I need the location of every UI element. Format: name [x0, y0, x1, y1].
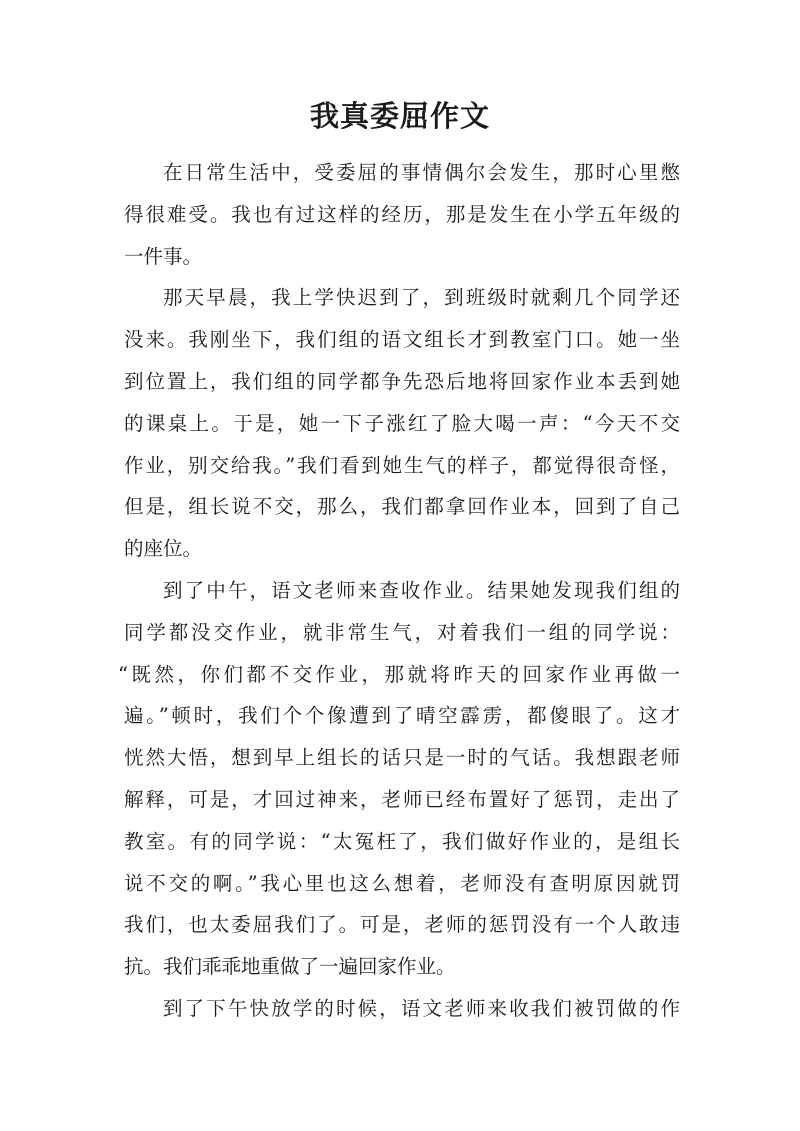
text-line: 作业，别交给我。”我们看到她生气的样子，都觉得很奇怪，: [124, 453, 680, 477]
text-line: 没来。我刚坐下，我们组的语文组长才到教室门口。她一坐: [124, 328, 680, 352]
text-line: 在日常生活中，受委屈的事情偶尔会发生，那时心里憋: [163, 161, 680, 184]
text-line: 遍。”顿时，我们个个像遭到了晴空霹雳，都傻眼了。这才: [124, 704, 680, 728]
text-line: 那天早晨，我上学快迟到了，到班级时就剩几个同学还: [163, 286, 680, 310]
text-line: 到位置上，我们组的同学都争先恐后地将回家作业本丢到她: [124, 369, 680, 393]
text-line: 的座位。: [124, 537, 203, 561]
text-line: “既然，你们都不交作业，那就将昨天的回家作业再做一: [118, 662, 680, 686]
text-line: 解释，可是，才回过神来，老师已经布置好了惩罚，走出了: [124, 787, 680, 811]
text-line: 到了下午快放学的时候，语文老师来收我们被罚做的作: [163, 996, 680, 1020]
paragraph-3: [118, 570, 680, 988]
text-line: 但是，组长说不交，那么，我们都拿回作业本，回到了自己: [124, 495, 680, 519]
text-line: 的课桌上。于是，她一下子涨红了脸大喝一声：“今天不交: [124, 411, 680, 435]
paragraph-2: [124, 277, 680, 570]
text-line: 说不交的啊。”我心里也这么想着，老师没有查明原因就罚: [124, 871, 680, 895]
text-line: 到了中午，语文老师来查收作业。结果她发现我们组的: [163, 578, 680, 602]
text-line: 恍然大悟，想到早上组长的话只是一时的气话。我想跟老师: [124, 746, 680, 770]
text-line: 同学都没交作业，就非常生气，对着我们一组的同学说：: [124, 620, 680, 644]
text-line: 抗。我们乖乖地重做了一遍回家作业。: [124, 955, 456, 979]
document-body: [118, 152, 680, 1030]
paragraph-1: [124, 152, 680, 277]
text-line: 我们，也太委屈我们了。可是，老师的惩罚没有一个人敢违: [124, 913, 680, 937]
text-line: 得很难受。我也有过这样的经历，那是发生在小学五年级的: [124, 202, 680, 226]
document-title: 我真委屈作文: [309, 99, 490, 133]
text-line: 一件事。: [124, 244, 203, 268]
paragraph-4: [124, 988, 680, 1030]
text-line: 教室。有的同学说：“太冤枉了，我们做好作业的，是组长: [124, 829, 680, 853]
